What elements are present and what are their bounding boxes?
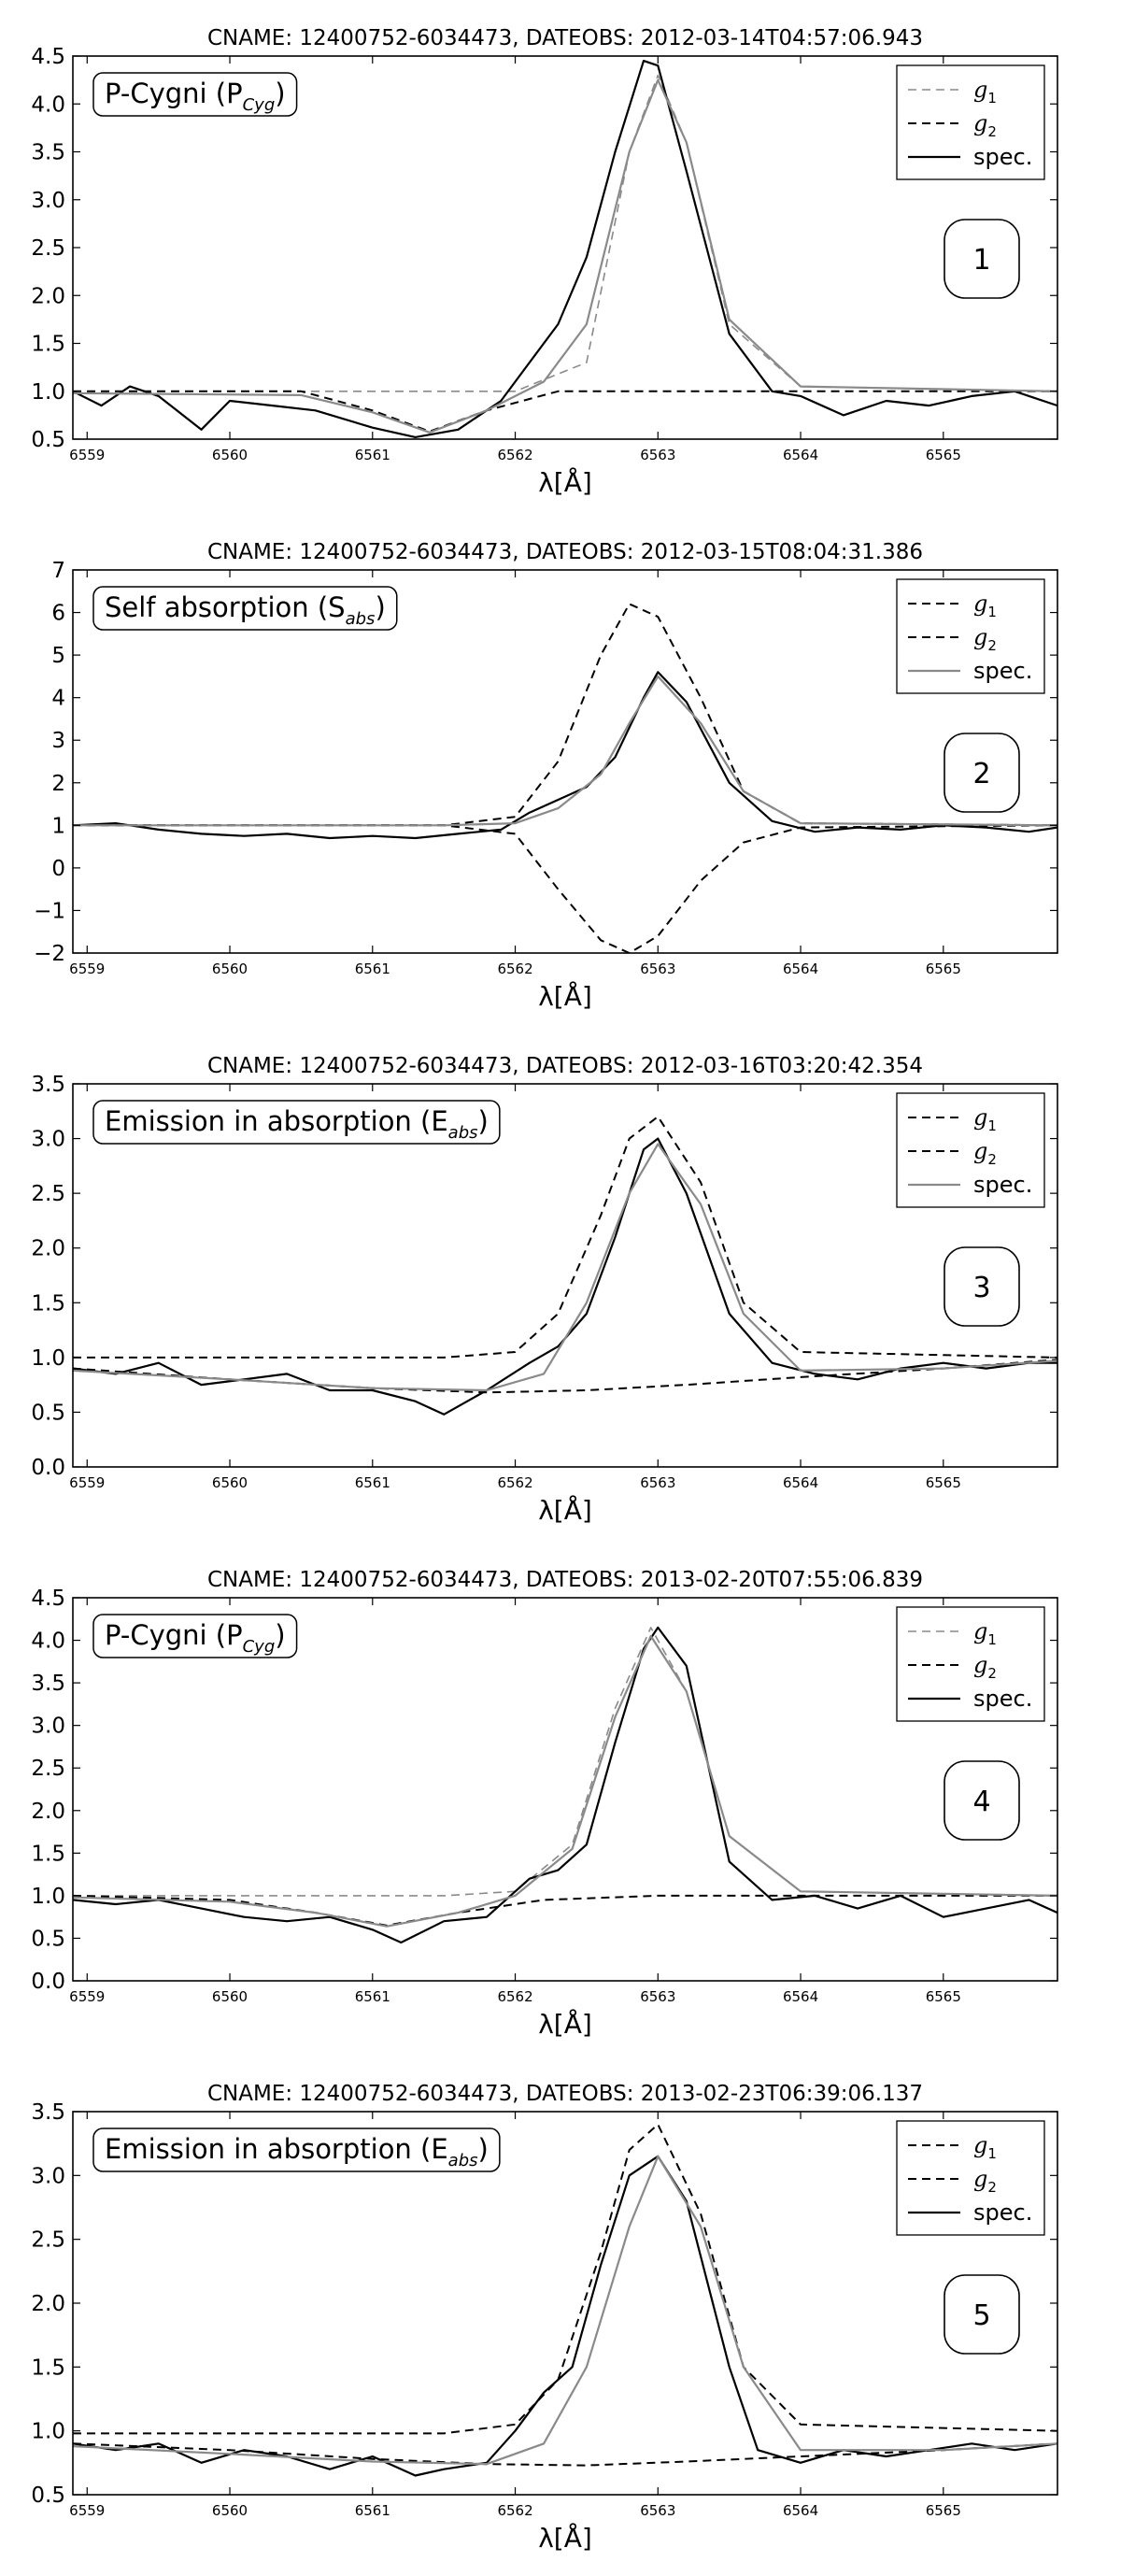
y-tick-label: 6 xyxy=(51,601,65,626)
legend-label: $g_2$ xyxy=(973,1138,997,1168)
x-tick-label: 6565 xyxy=(925,447,961,463)
panel-number: 2 xyxy=(972,758,991,790)
x-tick-label: 6565 xyxy=(925,1474,961,1491)
panel-number: 3 xyxy=(972,1272,991,1304)
x-tick-label: 6562 xyxy=(497,2502,533,2519)
y-tick-label: 1.5 xyxy=(31,1842,65,1867)
y-tick-label: 1.0 xyxy=(31,379,65,405)
chart-title: CNAME: 12400752-6034473, DATEOBS: 2012-03-15T08:04:31.386 xyxy=(206,540,924,564)
y-tick-label: 0.5 xyxy=(31,1927,65,1952)
x-tick-label: 6562 xyxy=(497,961,533,977)
x-tick-label: 6562 xyxy=(497,447,533,463)
legend-label: spec. xyxy=(973,2199,1033,2226)
legend-label: $g_1$ xyxy=(973,591,997,620)
chart-title: CNAME: 12400752-6034473, DATEOBS: 2012-03-14T04:57:06.943 xyxy=(206,26,924,50)
chart-panel-3 xyxy=(31,1054,1057,1526)
y-tick-label: 2 xyxy=(51,771,65,796)
x-tick-label: 6560 xyxy=(211,2502,248,2519)
panel-number: 1 xyxy=(972,244,991,277)
chart-title: CNAME: 12400752-6034473, DATEOBS: 2012-03-16T03:20:42.354 xyxy=(206,1054,924,1078)
y-tick-label: 5 xyxy=(51,644,65,669)
x-tick-label: 6559 xyxy=(69,2502,106,2519)
y-tick-label: 4.5 xyxy=(31,1587,65,1611)
y-tick-label: 1.5 xyxy=(31,332,65,357)
y-tick-label: 3.5 xyxy=(31,1672,65,1697)
y-tick-label: 3 xyxy=(51,729,65,754)
x-tick-label: 6563 xyxy=(640,1474,676,1491)
y-tick-label: 0.5 xyxy=(31,2483,65,2508)
y-tick-label: 2.0 xyxy=(31,2292,65,2316)
legend-label: $g_2$ xyxy=(973,110,997,140)
y-tick-label: 2.0 xyxy=(31,284,65,309)
series-line-g2 xyxy=(73,2443,1057,2465)
series-line-g2 xyxy=(73,825,1057,953)
x-tick-label: 6561 xyxy=(354,961,390,977)
x-tick-label: 6559 xyxy=(69,447,106,463)
legend-label: spec. xyxy=(973,1686,1033,1712)
x-tick-label: 6563 xyxy=(640,1988,676,2005)
legend-label: spec. xyxy=(973,144,1033,170)
series-line-fit xyxy=(73,676,1057,825)
y-tick-label: 1 xyxy=(51,814,65,839)
y-tick-label: 4.0 xyxy=(31,1629,65,1654)
x-axis-label: λ[Å] xyxy=(538,2523,592,2554)
x-tick-label: 6559 xyxy=(69,1474,106,1491)
chart-panel-4 xyxy=(31,1568,1057,2040)
legend-label: spec. xyxy=(973,1172,1033,1198)
y-tick-label: 3.0 xyxy=(31,188,65,213)
classification-label: Emission in absorption $(E_{abs})$ xyxy=(105,2133,489,2170)
y-tick-label: 3.5 xyxy=(31,1073,65,1097)
legend-label: $g_2$ xyxy=(973,2166,997,2196)
legend-label: $g_2$ xyxy=(973,1652,997,1682)
panel-number: 4 xyxy=(972,1786,991,1818)
chart-title: CNAME: 12400752-6034473, DATEOBS: 2013-02-20T07:55:06.839 xyxy=(206,1568,924,1592)
legend-label: $g_1$ xyxy=(973,1618,997,1648)
chart-panel-5 xyxy=(31,2082,1057,2554)
x-tick-label: 6562 xyxy=(497,1988,533,2005)
y-tick-label: 0 xyxy=(51,856,65,881)
y-tick-label: 4.5 xyxy=(31,45,65,69)
x-tick-label: 6560 xyxy=(211,1988,248,2005)
series-line-g2 xyxy=(73,1359,1057,1392)
x-tick-label: 6561 xyxy=(354,2502,390,2519)
x-tick-label: 6564 xyxy=(782,447,819,463)
y-tick-label: 1.0 xyxy=(31,1884,65,1909)
classification-label: Self absorption $(S_{abs})$ xyxy=(105,591,386,629)
y-tick-label: 3.0 xyxy=(31,1127,65,1152)
y-tick-label: −2 xyxy=(34,942,65,966)
x-axis-label: λ[Å] xyxy=(538,981,592,1012)
legend-label: $g_1$ xyxy=(973,2132,997,2162)
classification-label: Emission in absorption $(E_{abs})$ xyxy=(105,1105,489,1143)
y-tick-label: 3.5 xyxy=(31,2100,65,2125)
y-tick-label: 3.0 xyxy=(31,1714,65,1739)
y-tick-label: 0.0 xyxy=(31,1970,65,1994)
y-tick-label: 2.5 xyxy=(31,236,65,261)
y-tick-label: −1 xyxy=(34,899,65,924)
legend-label: $g_1$ xyxy=(973,77,997,107)
panel-number: 5 xyxy=(972,2299,991,2332)
x-axis-label: λ[Å] xyxy=(538,1495,592,1526)
series-line-spec xyxy=(73,672,1057,838)
y-tick-label: 1.5 xyxy=(31,2355,65,2381)
y-tick-label: 3.5 xyxy=(31,140,65,165)
x-tick-label: 6563 xyxy=(640,961,676,977)
y-tick-label: 0.5 xyxy=(31,1401,65,1426)
y-tick-label: 1.0 xyxy=(31,2419,65,2444)
x-axis-label: λ[Å] xyxy=(538,2009,592,2040)
y-tick-label: 2.5 xyxy=(31,2227,65,2253)
legend-label: $g_2$ xyxy=(973,624,997,654)
x-tick-label: 6561 xyxy=(354,447,390,463)
x-tick-label: 6564 xyxy=(782,2502,819,2519)
y-tick-label: 0.0 xyxy=(31,1456,65,1480)
x-tick-label: 6563 xyxy=(640,2502,676,2519)
x-tick-label: 6564 xyxy=(782,961,819,977)
y-tick-label: 2.5 xyxy=(31,1182,65,1207)
classification-label: P-Cygni $(P_{Cyg})$ xyxy=(105,1619,286,1657)
x-tick-label: 6564 xyxy=(782,1988,819,2005)
y-tick-label: 2.0 xyxy=(31,1799,65,1824)
x-tick-label: 6565 xyxy=(925,1988,961,2005)
chart-panel-2 xyxy=(34,540,1057,1012)
x-tick-label: 6565 xyxy=(925,2502,961,2519)
y-tick-label: 0.5 xyxy=(31,428,65,452)
x-axis-label: λ[Å] xyxy=(538,467,592,498)
x-tick-label: 6559 xyxy=(69,961,106,977)
x-tick-label: 6560 xyxy=(211,1474,248,1491)
x-tick-label: 6559 xyxy=(69,1988,106,2005)
x-tick-label: 6563 xyxy=(640,447,676,463)
x-tick-label: 6561 xyxy=(354,1988,390,2005)
x-tick-label: 6565 xyxy=(925,961,961,977)
legend-label: spec. xyxy=(973,658,1033,684)
legend-label: $g_1$ xyxy=(973,1104,997,1134)
y-tick-label: 2.0 xyxy=(31,1236,65,1261)
classification-label: P-Cygni $(P_{Cyg})$ xyxy=(105,78,286,115)
y-tick-label: 2.5 xyxy=(31,1757,65,1782)
chart-panel-1 xyxy=(31,26,1057,498)
chart-title: CNAME: 12400752-6034473, DATEOBS: 2013-02-23T06:39:06.137 xyxy=(206,2082,924,2106)
y-tick-label: 4.0 xyxy=(31,93,65,118)
y-tick-label: 4 xyxy=(51,686,65,711)
y-tick-label: 3.0 xyxy=(31,2164,65,2189)
y-tick-label: 7 xyxy=(51,559,65,583)
x-tick-label: 6560 xyxy=(211,447,248,463)
y-tick-label: 1.5 xyxy=(31,1291,65,1316)
x-tick-label: 6561 xyxy=(354,1474,390,1491)
x-tick-label: 6562 xyxy=(497,1474,533,1491)
x-tick-label: 6564 xyxy=(782,1474,819,1491)
x-tick-label: 6560 xyxy=(211,961,248,977)
y-tick-label: 1.0 xyxy=(31,1345,65,1371)
